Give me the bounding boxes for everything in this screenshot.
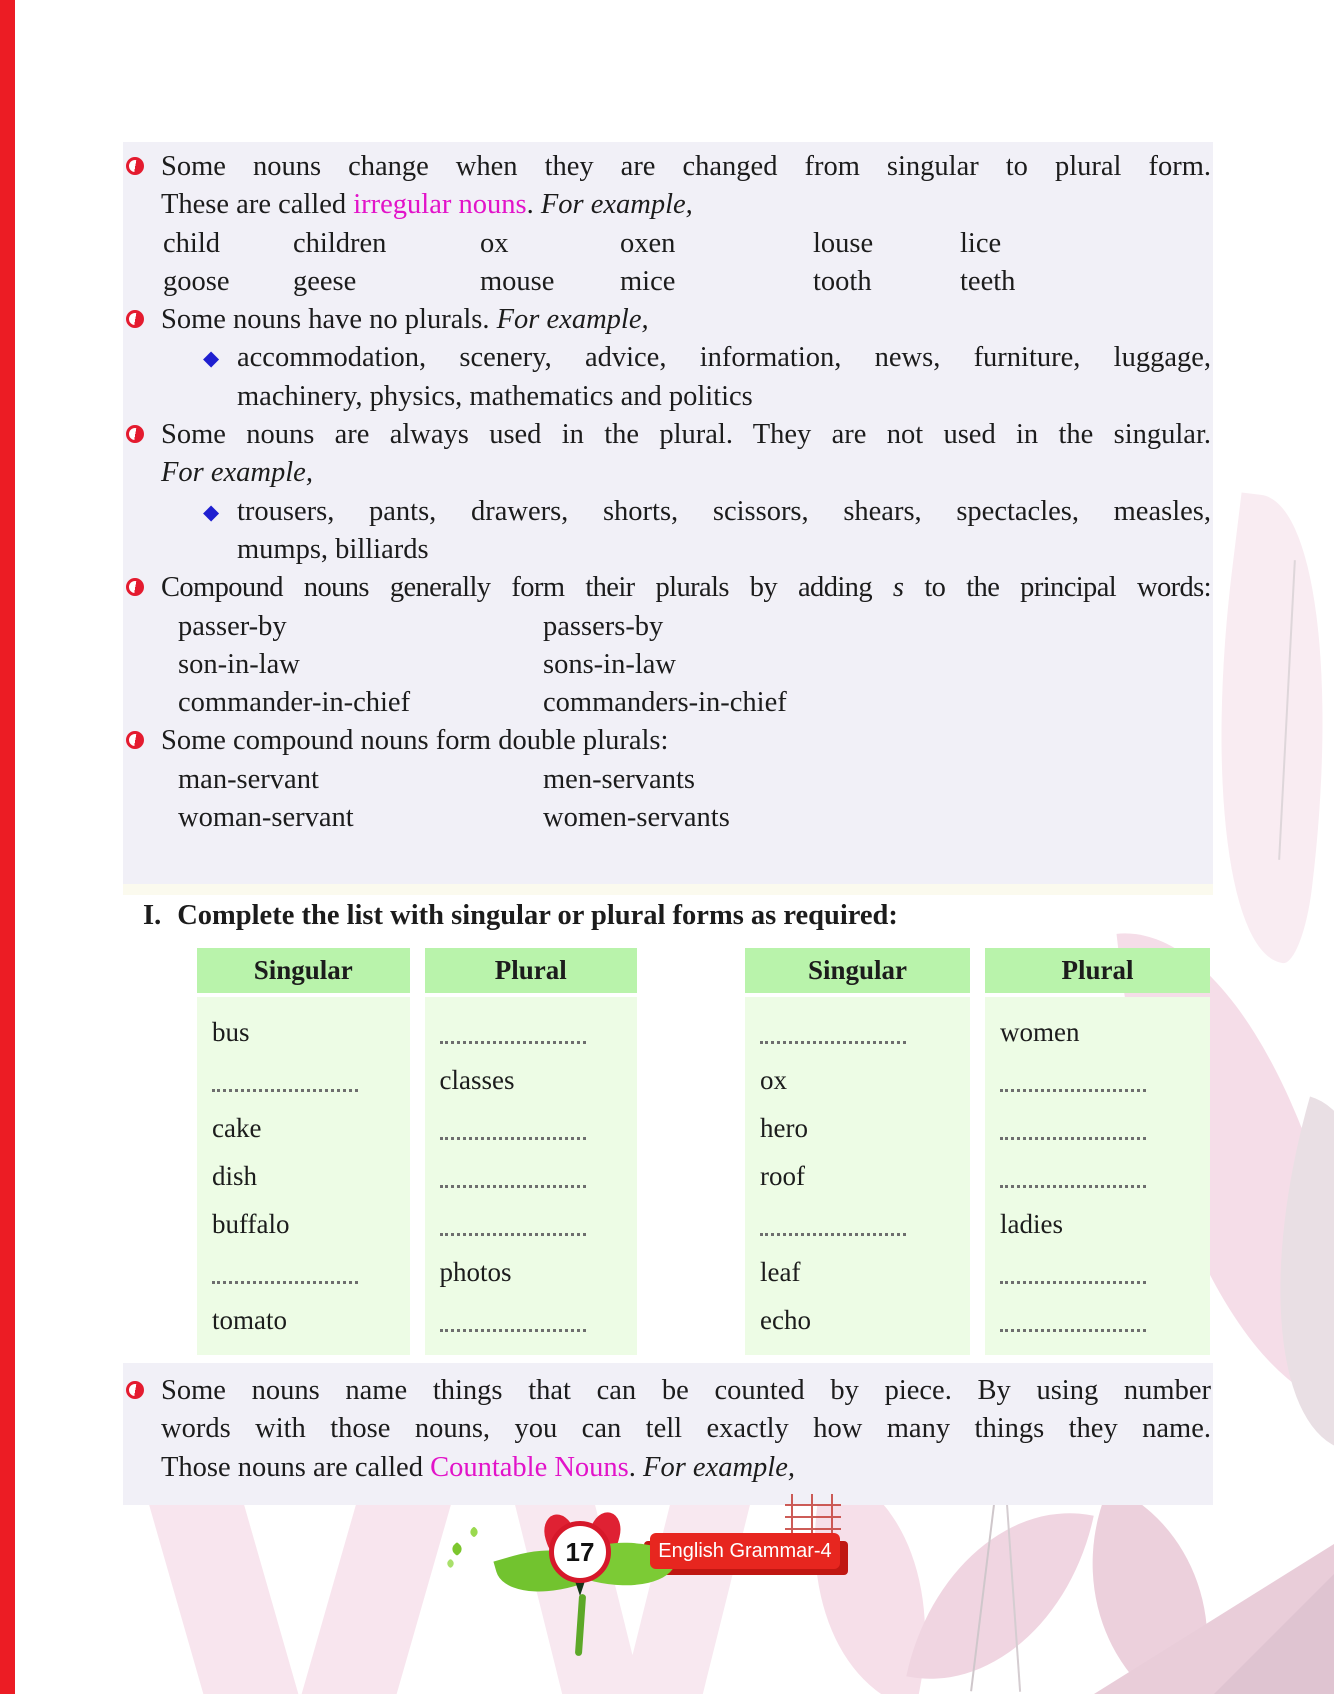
table-row	[985, 1200, 1210, 1248]
sub-bullet-examples	[123, 339, 1213, 416]
singular-column	[197, 997, 410, 1355]
paragraph-line: Some compound nouns form double plurals:	[161, 725, 669, 757]
fill-in-dotted-line	[760, 1221, 906, 1236]
column-header-plural: Plural	[425, 948, 638, 993]
countable-nouns-block	[123, 1363, 1213, 1505]
diamond-bullet-icon: ◆	[203, 499, 220, 524]
paragraph-line	[161, 301, 1213, 339]
fill-in-dotted-line	[1000, 1269, 1146, 1284]
table-cell-word: leaf	[760, 1256, 801, 1287]
noun-pair-row	[123, 799, 1213, 837]
notes-block	[123, 142, 1213, 884]
text-run: .	[526, 189, 541, 221]
bullet-item-compound-nouns	[123, 569, 1213, 607]
table-row	[745, 1200, 970, 1248]
fill-in-dotted-line	[1000, 1077, 1146, 1092]
text-run: Those nouns are called	[161, 1451, 431, 1483]
table-row	[985, 1152, 1210, 1200]
highlight-text: Countable Nouns	[430, 1451, 629, 1483]
table-cell-word: tomato	[212, 1304, 287, 1335]
fill-in-dotted-line	[1000, 1125, 1146, 1140]
text-run: to the principal words:	[903, 572, 1211, 604]
ring-bullet-icon	[126, 578, 144, 596]
noun-pair-row	[123, 761, 1213, 799]
example-words-line: accommodation, scenery, advice, information, news, furniture, luggage,	[237, 342, 1211, 374]
table-row	[197, 1008, 410, 1056]
noun-pair-row	[123, 646, 1213, 684]
fill-in-dotted-line	[440, 1125, 586, 1140]
page-number-badge	[549, 1521, 611, 1583]
pink-petal-decor	[284, 1505, 451, 1694]
table-row	[197, 1056, 410, 1104]
table-cell-word: classes	[439, 1064, 515, 1095]
example-word: children	[293, 227, 387, 259]
example-word: lice	[960, 227, 1002, 259]
column-header-plural: Plural	[985, 948, 1210, 993]
example-word: goose	[163, 265, 230, 297]
table-row	[197, 1200, 410, 1248]
paragraph-line: words with those nouns, you can tell exactly how many things they name.	[161, 1413, 1211, 1445]
fill-in-dotted-line	[440, 1029, 586, 1044]
paragraph-line: Some nouns name things that can be counted by piece. By using number	[161, 1375, 1211, 1406]
page-number: 17	[565, 1536, 595, 1567]
table-body	[197, 997, 637, 1355]
pair-word: son-in-law	[178, 648, 300, 680]
plural-column	[425, 997, 638, 1355]
table-row	[745, 1296, 970, 1344]
example-words-line: trousers, pants, drawers, shorts, scissors, shears, spectacles, measles,	[237, 495, 1211, 527]
paragraph-line	[161, 569, 1213, 607]
table-cell-word: echo	[760, 1304, 811, 1335]
paragraph-line	[161, 186, 1213, 224]
table-cell-word: ladies	[1000, 1208, 1063, 1239]
paragraph-line: Some nouns are always used in the plural. They are not used in the singular.	[161, 419, 1211, 451]
tower-bar	[785, 1516, 841, 1518]
table-row	[745, 1248, 970, 1296]
page-spine-stripe	[0, 0, 15, 1694]
table-row	[425, 1200, 638, 1248]
table-row	[425, 1056, 638, 1104]
fill-in-dotted-line	[1000, 1173, 1146, 1188]
bullet-item-plural-only	[123, 416, 1213, 493]
pair-word: men-servants	[543, 763, 695, 795]
paragraph-line: Some nouns change when they are changed from singular to plural form.	[161, 151, 1211, 182]
table-cell-word: women	[1000, 1016, 1080, 1047]
table-row	[425, 1008, 638, 1056]
pink-petal-decor	[906, 1485, 1093, 1694]
table-row	[425, 1152, 638, 1200]
exercise-number: I.	[143, 900, 162, 931]
ring-bullet-icon	[126, 310, 144, 328]
table-cell-word: ox	[760, 1064, 787, 1095]
double-plural-pairs	[123, 761, 1213, 838]
table-body	[745, 997, 1210, 1355]
table-row	[425, 1296, 638, 1344]
ring-bullet-icon	[126, 1381, 144, 1399]
noun-pair-row	[123, 684, 1213, 722]
fill-in-dotted-line	[440, 1317, 586, 1332]
text-run: Some nouns have no plurals.	[161, 304, 497, 336]
fill-in-dotted-line	[440, 1173, 586, 1188]
sub-bullet-examples	[123, 493, 1213, 570]
exercise-heading	[143, 900, 898, 932]
text-run: Compound nouns generally form their plurals by adding	[161, 572, 893, 604]
example-words-line: mumps, billiards	[237, 533, 429, 565]
example-word: child	[163, 227, 220, 259]
table-row	[197, 1296, 410, 1344]
example-word: mice	[620, 265, 676, 297]
exercise-table-right	[745, 948, 1210, 1355]
pair-word: women-servants	[543, 802, 730, 834]
table-row	[985, 1056, 1210, 1104]
noun-pair-row	[123, 608, 1213, 646]
table-row	[425, 1104, 638, 1152]
fill-in-dotted-line	[760, 1029, 906, 1044]
bullet-item-countable-nouns	[123, 1372, 1213, 1487]
table-row	[197, 1152, 410, 1200]
for-example-label: For example,	[540, 189, 693, 221]
exercise-title: Complete the list with singular or plural forms as required:	[177, 900, 898, 931]
exercise-table-left	[197, 948, 637, 1355]
table-cell-word: buffalo	[212, 1208, 290, 1239]
example-word: teeth	[960, 265, 1016, 297]
for-example-label: For example,	[496, 304, 649, 336]
plural-column	[985, 997, 1210, 1355]
table-row	[197, 1248, 410, 1296]
fill-in-dotted-line	[212, 1269, 358, 1284]
text-run: These are called	[161, 189, 354, 221]
bullet-item-irregular-nouns	[123, 148, 1213, 225]
table-row	[985, 1296, 1210, 1344]
column-header-singular: Singular	[197, 948, 410, 993]
table-cell-word: bus	[212, 1016, 250, 1047]
table-cell-word: cake	[212, 1112, 262, 1143]
cream-band	[123, 883, 1213, 895]
singular-column	[745, 997, 970, 1355]
example-word: geese	[293, 265, 357, 297]
table-row	[745, 1152, 970, 1200]
table-row	[985, 1008, 1210, 1056]
italic-s: s	[892, 572, 904, 604]
table-row	[425, 1248, 638, 1296]
bullet-item-double-plurals	[123, 722, 1213, 760]
table-cell-word: hero	[760, 1112, 808, 1143]
irregular-examples	[123, 225, 1213, 302]
example-word: tooth	[813, 265, 872, 297]
table-row	[985, 1104, 1210, 1152]
for-example-label: For example,	[161, 457, 313, 489]
diamond-bullet-icon: ◆	[203, 346, 220, 371]
ring-bullet-icon	[126, 157, 144, 175]
table-header-row	[745, 948, 1210, 993]
example-word: ox	[480, 227, 509, 259]
table-row	[197, 1104, 410, 1152]
book-title-ribbon	[650, 1533, 840, 1569]
fill-in-dotted-line	[1000, 1317, 1146, 1332]
table-cell-word: dish	[212, 1160, 258, 1191]
example-words-line: machinery, physics, mathematics and politics	[237, 380, 753, 412]
fill-in-dotted-line	[440, 1221, 586, 1236]
example-word: mouse	[480, 265, 555, 297]
irregular-example-row	[123, 263, 1213, 301]
table-row	[745, 1056, 970, 1104]
table-cell-word: photos	[439, 1256, 512, 1287]
fill-in-dotted-line	[212, 1077, 358, 1092]
text-run: .	[628, 1451, 644, 1483]
table-row	[745, 1104, 970, 1152]
compound-pairs	[123, 608, 1213, 723]
pair-word: commander-in-chief	[178, 687, 411, 719]
pair-word: passer-by	[178, 610, 287, 642]
table-cell-word: roof	[760, 1160, 805, 1191]
highlight-text: irregular nouns	[353, 189, 527, 221]
book-title: English Grammar-4	[658, 1539, 832, 1562]
pair-word: passers-by	[543, 610, 664, 642]
table-row	[745, 1008, 970, 1056]
tower-bar	[785, 1528, 841, 1530]
ring-bullet-icon	[126, 425, 144, 443]
bullet-item-no-plurals	[123, 301, 1213, 339]
column-header-singular: Singular	[745, 948, 970, 993]
paragraph-line	[161, 1449, 1213, 1487]
ring-bullet-icon	[126, 731, 144, 749]
table-header-row	[197, 948, 637, 993]
example-word: oxen	[620, 227, 676, 259]
pair-word: commanders-in-chief	[543, 687, 787, 719]
pair-word: sons-in-law	[543, 648, 676, 680]
pink-petal-decor	[149, 1505, 316, 1694]
pair-word: woman-servant	[178, 802, 354, 834]
pair-word: man-servant	[178, 763, 319, 795]
tower-bar	[785, 1504, 841, 1506]
table-row	[985, 1248, 1210, 1296]
irregular-example-row	[123, 225, 1213, 263]
for-example-label: For example,	[643, 1451, 795, 1483]
example-word: louse	[813, 227, 874, 259]
